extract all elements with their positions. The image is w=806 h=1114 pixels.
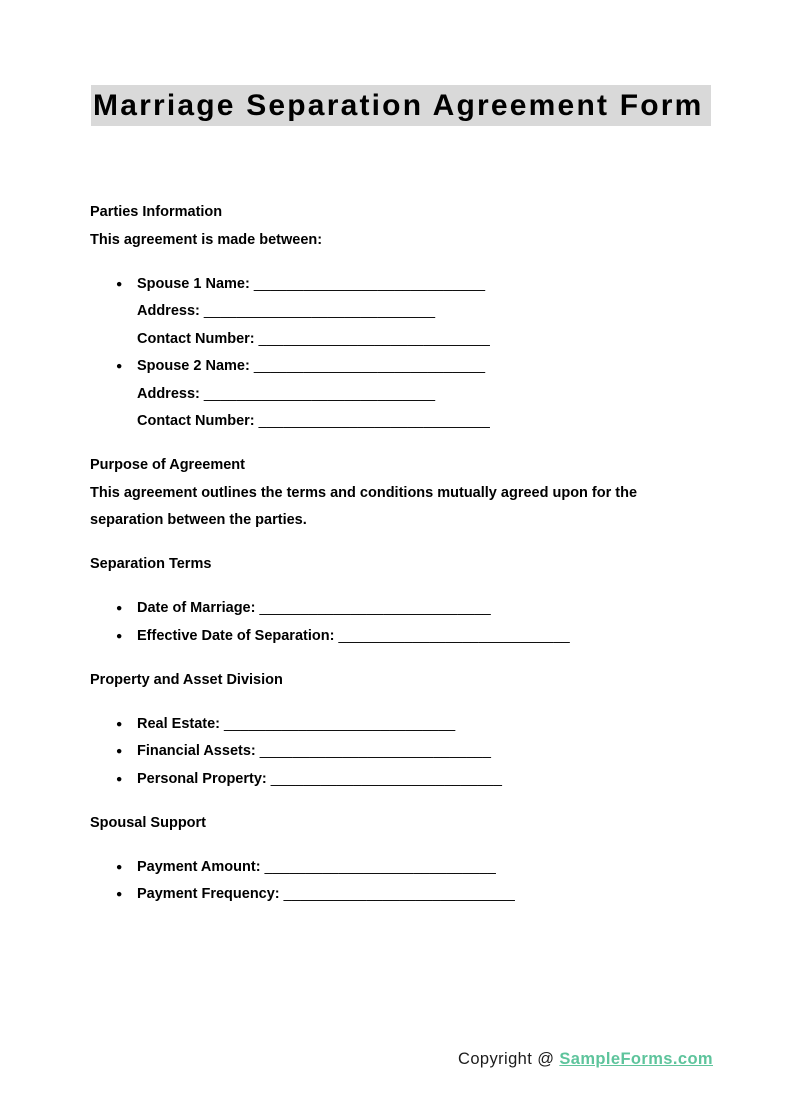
bullet-icon: ● (116, 277, 123, 290)
field-blank-line: ____________________________ (264, 858, 496, 875)
field-blank-line: ____________________________ (283, 886, 516, 902)
field-blank-line: ____________________________ (203, 303, 436, 319)
field-blank-line: ____________________________ (203, 385, 436, 402)
parties-list (90, 271, 713, 436)
bullet-icon: ● (116, 717, 123, 730)
field-blank-line: ____________________________ (253, 275, 486, 292)
field-blank-line: ____________________________ (258, 330, 491, 347)
section-heading: Parties Information (90, 204, 223, 220)
footer (458, 1046, 713, 1073)
field-line (137, 766, 713, 794)
list-item (90, 353, 713, 436)
section-property-asset-division (90, 667, 713, 794)
field-label: Spouse 1 Name: (137, 275, 250, 292)
field-blank-line: ____________________________ (258, 413, 491, 429)
field-line (137, 271, 713, 299)
document-title: Marriage Separation Agreement Form (91, 85, 711, 126)
field-label: Payment Frequency: (137, 886, 280, 902)
field-label: Date of Marriage: (137, 600, 256, 616)
section-parties-information (90, 199, 713, 436)
field-line (137, 298, 713, 326)
bullet-icon: ● (116, 629, 123, 642)
field-line (137, 738, 713, 766)
bullet-icon: ● (116, 360, 123, 372)
list-item (90, 595, 713, 623)
field-line (137, 711, 713, 739)
field-label: Personal Property: (137, 770, 267, 787)
field-blank-line: ____________________________ (259, 743, 492, 759)
section-heading: Spousal Support (90, 814, 206, 831)
field-line (137, 408, 713, 436)
paragraph: This agreement is made between: (90, 231, 323, 248)
field-label: Financial Assets: (137, 743, 256, 759)
bullet-icon: ● (116, 745, 123, 757)
section-purpose-of-agreement (90, 452, 713, 535)
bullet-icon: ● (116, 602, 123, 614)
field-label: Contact Number: (137, 330, 255, 347)
list-item (90, 271, 713, 354)
field-line (137, 353, 713, 381)
list-item (90, 766, 713, 794)
field-blank-line: ____________________________ (224, 715, 456, 732)
section-heading: Purpose of Agreement (90, 457, 245, 473)
field-label: Effective Date of Separation: (137, 627, 335, 644)
sampleforms-link[interactable]: SampleForms.com (559, 1050, 713, 1068)
section-spousal-support (90, 810, 713, 909)
field-blank-line: ____________________________ (270, 770, 503, 787)
field-label: Spouse 2 Name: (137, 358, 250, 374)
field-label: Payment Amount: (137, 858, 261, 875)
separation-terms-list (90, 595, 713, 650)
bullet-icon: ● (116, 860, 123, 873)
field-label: Address: (137, 303, 200, 319)
list-item (90, 854, 713, 882)
copyright-text: Copyright @ (458, 1050, 555, 1068)
list-item (90, 711, 713, 739)
list-item (90, 881, 713, 909)
paragraph: This agreement outlines the terms and conditions mutually agreed upon for the separation between the parties. (90, 484, 638, 528)
section-separation-terms (90, 551, 713, 650)
field-line (137, 381, 713, 409)
field-blank-line: ____________________________ (253, 358, 486, 374)
field-line (137, 326, 713, 354)
field-blank-line: ____________________________ (259, 600, 491, 616)
field-line (137, 595, 713, 623)
spousal-support-list (90, 854, 713, 909)
field-line (137, 854, 713, 882)
list-item (90, 623, 713, 651)
field-label: Contact Number: (137, 413, 255, 429)
field-label: Real Estate: (137, 715, 221, 732)
field-line (137, 623, 713, 651)
field-label: Address: (137, 385, 200, 402)
field-blank-line: ____________________________ (338, 627, 570, 644)
bullet-icon: ● (116, 888, 123, 900)
section-heading: Property and Asset Division (90, 671, 283, 688)
property-division-list (90, 711, 713, 794)
field-line (137, 881, 713, 909)
document-page (0, 85, 806, 1114)
section-heading: Separation Terms (90, 556, 212, 572)
list-item (90, 738, 713, 766)
bullet-icon: ● (116, 772, 123, 785)
